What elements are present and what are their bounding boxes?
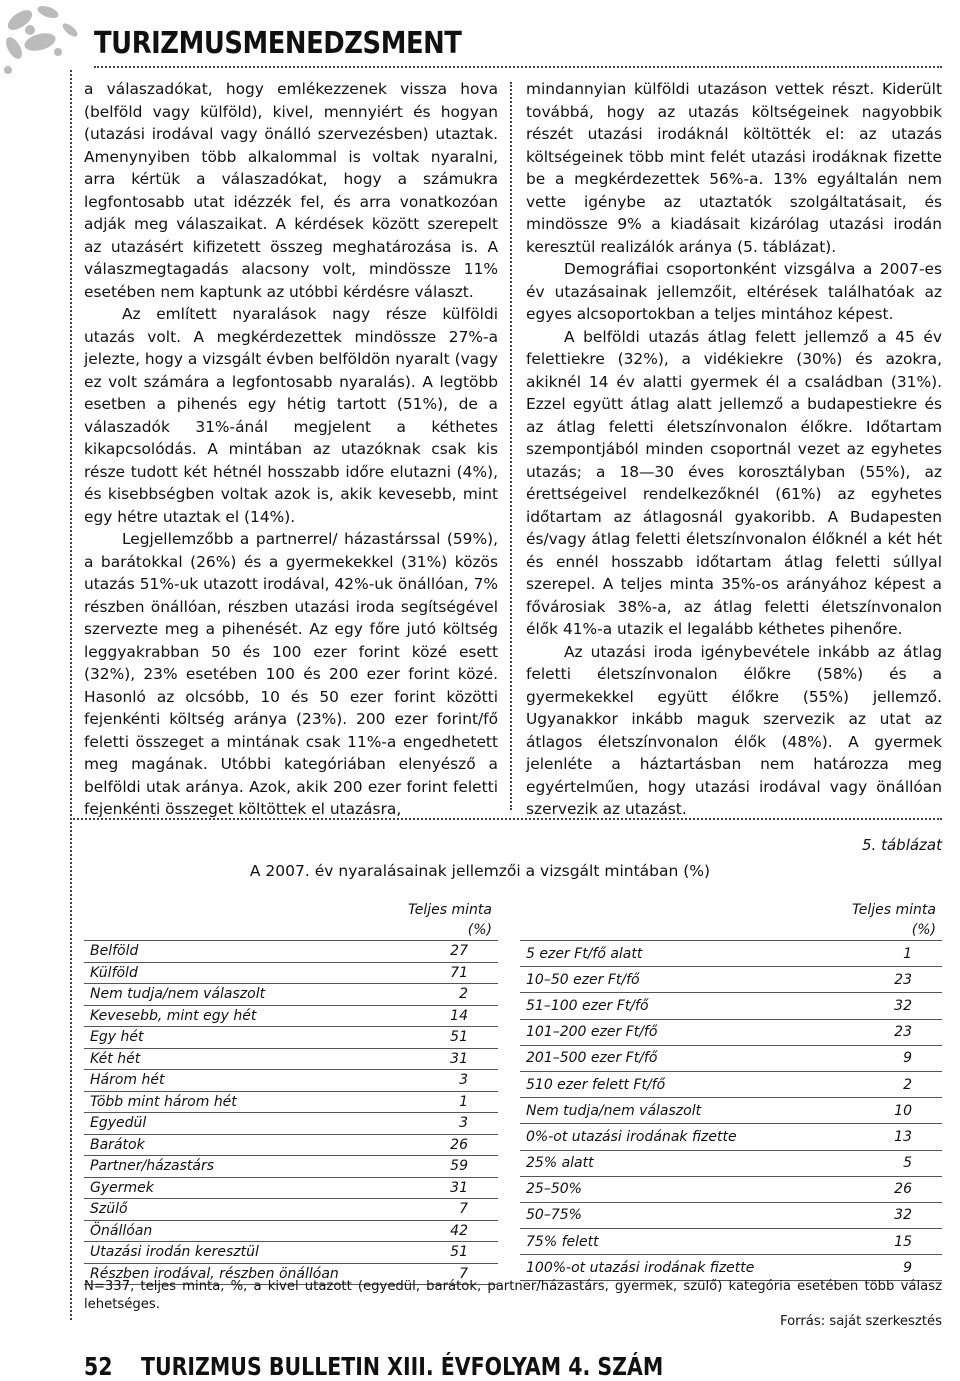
row-label: 0%-ot utazási irodának fizette: [520, 1124, 822, 1150]
table-row: [84, 941, 498, 963]
right-column-text: [526, 78, 942, 821]
table-row: [520, 993, 942, 1019]
row-label: 25–50%: [520, 1176, 822, 1202]
row-label: Gyermek: [84, 1177, 396, 1199]
table-row: [520, 1229, 942, 1255]
page-number: 52: [84, 1352, 113, 1381]
row-value: 2: [396, 984, 498, 1006]
table-header: Teljes minta (%): [851, 902, 936, 938]
table-row: [520, 967, 942, 993]
row-value: 26: [822, 1176, 942, 1202]
journal-name: TURIZMUS BULLETIN XIII. ÉVFOLYAM 4. SZÁM: [141, 1352, 664, 1381]
row-value: 23: [822, 1019, 942, 1045]
row-label: Egy hét: [84, 1027, 396, 1049]
table-row: [520, 941, 942, 967]
table-row: [520, 1045, 942, 1071]
row-value: 10: [822, 1098, 942, 1124]
row-value: 5: [822, 1150, 942, 1176]
row-label: Részben irodával, részben önállóan: [84, 1263, 396, 1285]
row-value: 32: [822, 993, 942, 1019]
row-value: 27: [396, 941, 498, 963]
column-divider: [510, 82, 512, 810]
row-value: 51: [396, 1242, 498, 1264]
table-source: Forrás: saját szerkesztés: [780, 1314, 942, 1329]
row-label: Több mint három hét: [84, 1091, 396, 1113]
row-value: 1: [396, 1091, 498, 1113]
row-label: Belföld: [84, 941, 396, 963]
row-value: 1: [822, 941, 942, 967]
row-label: Külföld: [84, 962, 396, 984]
row-label: 75% felett: [520, 1229, 822, 1255]
table-right: [520, 900, 942, 1281]
table-row: [84, 1156, 498, 1178]
left-margin-divider: [70, 70, 72, 1320]
table-row: [84, 1242, 498, 1264]
table-row: [520, 1071, 942, 1097]
row-label: Utazási irodán keresztül: [84, 1242, 396, 1264]
table-row: [84, 1048, 498, 1070]
row-value: 42: [396, 1220, 498, 1242]
row-label: Kevesebb, mint egy hét: [84, 1005, 396, 1027]
table-row: [84, 1177, 498, 1199]
table-row: [84, 1027, 498, 1049]
row-label: 10–50 ezer Ft/fő: [520, 967, 822, 993]
table-row: [520, 1176, 942, 1202]
table-number: 5. táblázat: [862, 836, 942, 854]
table-title: A 2007. év nyaralásainak jellemzői a vizsgált mintában (%): [249, 862, 711, 880]
table-row: [520, 1202, 942, 1228]
table-row: [84, 1134, 498, 1156]
page-footer: [84, 1352, 663, 1381]
row-label: Nem tudja/nem válaszolt: [520, 1098, 822, 1124]
table-row: [84, 1070, 498, 1092]
table-row: [84, 1091, 498, 1113]
row-value: 15: [822, 1229, 942, 1255]
paragraph: Az említett nyaralások nagy része külföldi utazás volt. A megkérdezettek mindössze 27%-a jelezte, hogy a vizsgált évben belföldön nyaralt (vagy ez volt számára a legfontosabb nyaralás). A legtöbb esetben a pihenés egy hétig tartott (51%), de a válaszadók 31%-ánál megjelent a kéthetes kikapcsolódás. A mintában az utazóknak csak kis része tudott két hétnél hosszabb időre elutazni (4%), és kisebbségben voltak azok is, akik kevesebb, mint egy hétre utaztak el (14%).: [84, 305, 498, 526]
row-label: 510 ezer felett Ft/fő: [520, 1071, 822, 1097]
paragraph: mindannyian külföldi utazáson vettek részt. Kiderült továbbá, hogy az utazás költségeinek nagyobbik részét utazási irodáknál költötték el: az utazás költségeinek több mint felét utazási irodáknak fizette be a megkérdezettek 56%-a. 13% egyáltalán nem vette igénybe az utaztatók szolgáltatásait, és mindössze 9% a kiadásait kizárólag utazási irodán keresztül realizálók aránya (5. táblázat).: [526, 80, 942, 256]
paragraph: Demográfiai csoportonként vizsgálva a 2007-es év utazásainak jellemzőit, eltérések találhatóak az egyes alcsoportokban a teljes mintához képest.: [526, 260, 942, 323]
row-value: 32: [822, 1202, 942, 1228]
row-label: 5 ezer Ft/fő alatt: [520, 941, 822, 967]
paragraph: A belföldi utazás átlag felett jellemző a 45 év felettiekre (32%), a vidékiekre (30%) és azokra, akiknél 14 év alatti gyermek él a családban (31%). Ezzel együtt átlag alatt jellemző a budapestiekre és az átlag feletti életszínvonalon élőkre. Időtartam szempontjából minden csoportnál vezet az egyhetes utazás; a 18—30 éves korosztályban (55%), az érettségeivel rendelkezőknél (61%) az egyhetes időtartam az átlagosnál gyakoribb. A Budapesten és/vagy átlag feletti életszínvonalon élőknél a két hét és ennél hosszabb időtartam átlag feletti súllyal szerepel. A teljes minta 35%-os arányához képest a fővárosiak 38%-a, az átlag feletti életszínvonalon élők 41%-a utazik el legalább kéthetes pihenőre.: [526, 327, 942, 638]
row-value: 71: [396, 962, 498, 984]
row-value: 3: [396, 1070, 498, 1092]
row-value: 14: [396, 1005, 498, 1027]
row-value: 23: [822, 967, 942, 993]
row-value: 31: [396, 1177, 498, 1199]
header-divider: [94, 66, 942, 68]
row-value: 9: [822, 1255, 942, 1281]
row-value: 3: [396, 1113, 498, 1135]
table-row: [84, 1199, 498, 1221]
table-row: [84, 1113, 498, 1135]
row-value: 7: [396, 1199, 498, 1221]
row-value: 2: [822, 1071, 942, 1097]
row-label: Két hét: [84, 1048, 396, 1070]
paragraph: Legjellemzőbb a partnerrel/ házastárssal (59%), a barátokkal (26%) és a gyermekekkel (31%) közös utazás 51%-uk utazott irodával, 42%-uk önállóan, 7% részben önállóan, részben utazási iroda segítségével szervezte meg a pihenését. Az egy főre jutó költség leggyakrabban 50 és 100 ezer forint közé esett (32%), 23% esetében 100 és 200 ezer forint közé. Hasonló az olcsóbb, 10 és 50 ezer forint közötti fejenkénti költség aránya (23%). 200 ezer forint/fő feletti összeget a mintának csak 11%-a engedhetett meg magának. Utóbbi kategóriában elenyésző a belföldi utak aránya. Azok, akik 200 ezer forint feletti fejenkénti összeget költöttek el utazásra,: [84, 530, 498, 818]
paragraph: a válaszadókat, hogy emlékezzenek vissza hova (belföld vagy külföld), kivel, mennyiért és hogyan (utazási irodával vagy önálló szervezésben) utaztak. Amenynyiben több alkalommal is voltak nyaralni, arra kértük a válaszadókat, hogy a számukra legfontosabb utat idézzék fel, és arra vonatkozóan adják meg válaszaikat. A kérdések között szerepelt az utazásért kifizetett összeg meghatározása is. A válaszmegtagadás alacsony volt, mindössze 11% esetében nem kaptunk az utóbbi kérdésre választ.: [84, 80, 498, 301]
table-row: [520, 1098, 942, 1124]
table-row: [84, 1005, 498, 1027]
table-note: N=337, teljes minta, %, a kivel utazott (egyedül, barátok, partner/házastárs, gyermek, szülő) kategória esetében több válasz lehetséges.: [84, 1279, 942, 1312]
row-value: 7: [396, 1263, 498, 1285]
table-row: [84, 962, 498, 984]
row-value: 31: [396, 1048, 498, 1070]
table-row: [520, 1150, 942, 1176]
table-row: [520, 1255, 942, 1281]
row-label: 100%-ot utazási irodának fizette: [520, 1255, 822, 1281]
row-label: 51–100 ezer Ft/fő: [520, 993, 822, 1019]
table-header: Teljes minta (%): [407, 902, 492, 938]
row-label: 201–500 ezer Ft/fő: [520, 1045, 822, 1071]
row-label: Három hét: [84, 1070, 396, 1092]
paragraph: Az utazási iroda igénybevétele inkább az átlag feletti életszínvonalon élőkre (58%) és a gyermekekkel együtt élőkre (55%) jellemző. Ugyanakkor inkább maguk szervezik az utat az átlagos életszínvonalon élők (48%). A gyermek jelenléte a háztartásban nem határozza meg egyértelműen, hogy utazási irodával vagy önállóan szervezik az utazást.: [526, 642, 942, 818]
row-label: 101–200 ezer Ft/fő: [520, 1019, 822, 1045]
row-value: 13: [822, 1124, 942, 1150]
row-value: 59: [396, 1156, 498, 1178]
table-row: [84, 984, 498, 1006]
row-label: Barátok: [84, 1134, 396, 1156]
row-label: Partner/házastárs: [84, 1156, 396, 1178]
table-row: [520, 1124, 942, 1150]
floral-ornament-icon: [0, 0, 92, 80]
row-label: Szülő: [84, 1199, 396, 1221]
left-column-text: [84, 78, 498, 821]
row-label: Önállóan: [84, 1220, 396, 1242]
row-value: 9: [822, 1045, 942, 1071]
table-row: [520, 1019, 942, 1045]
row-label: Egyedül: [84, 1113, 396, 1135]
row-label: Nem tudja/nem válaszolt: [84, 984, 396, 1006]
table-left: [84, 900, 498, 1285]
row-value: 26: [396, 1134, 498, 1156]
row-label: 25% alatt: [520, 1150, 822, 1176]
section-title: TURIZMUSMENEDZSMENT: [94, 26, 462, 61]
table-row: [84, 1220, 498, 1242]
row-label: 50–75%: [520, 1202, 822, 1228]
row-value: 51: [396, 1027, 498, 1049]
